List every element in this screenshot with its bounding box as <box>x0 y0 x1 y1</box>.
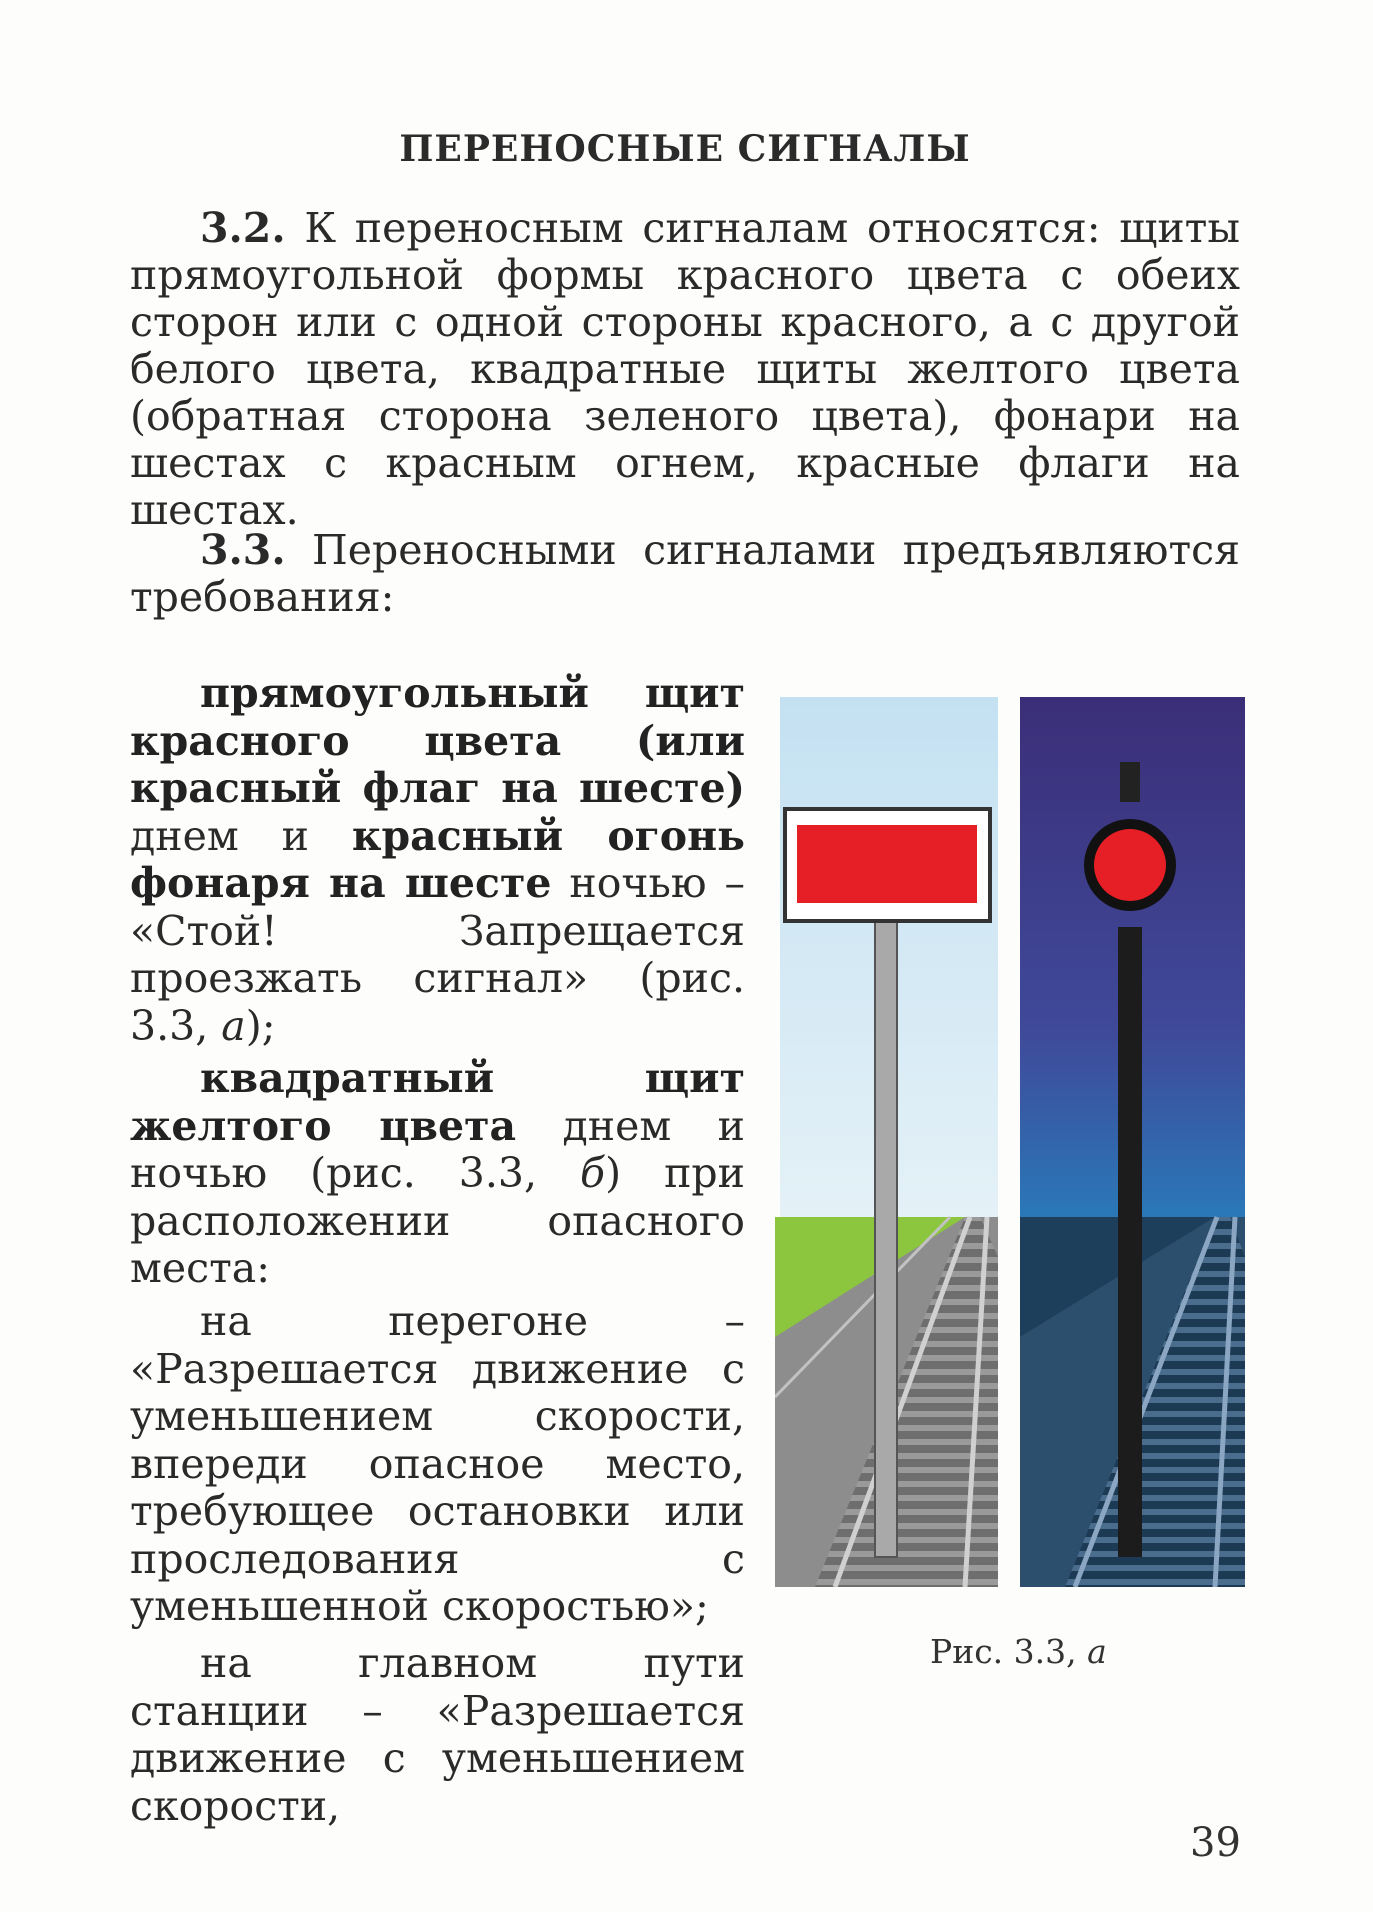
text-run: ); <box>245 1001 276 1050</box>
requirement-main-track: на главном пути станции – «Разрешается движение с уменьшением скорости, <box>130 1639 745 1830</box>
bold-term: квадратный щит желтого цвета <box>130 1054 745 1150</box>
requirement-on-haul: на перегоне – «Разрешается движение с уменьшением скорости, впереди опасное место, требующее остановки или проследования с уменьшенной скоростью»; <box>130 1297 745 1630</box>
figure-caption <box>930 1632 1107 1671</box>
section-title: ПЕРЕНОСНЫЕ СИГНАЛЫ <box>399 128 971 170</box>
paragraph-text: Переносными сигналами предъявляются требования: <box>130 526 1240 621</box>
figure-letter: а <box>221 1001 246 1050</box>
night-signal-panel <box>1020 697 1245 1587</box>
paragraph-number: 3.2. <box>200 204 286 252</box>
paragraph-3-2 <box>130 205 1240 534</box>
text-run: днем и <box>130 811 352 860</box>
requirement-yellow-shield <box>130 1055 745 1293</box>
caption-prefix: Рис. 3.3, <box>930 1632 1088 1671</box>
caption-letter: а <box>1087 1632 1107 1671</box>
bold-term: прямоугольный щит красного цвета (или красный флаг на шесте) <box>130 669 745 812</box>
figure-letter: б <box>580 1149 606 1197</box>
paragraph-text: К переносным сигналам относятся: щиты прямоугольной формы красного цвета с обеих сторон или с одной стороны красного, а с другой белого цвета, квадратные щиты желтого цвета (обратная сторона зеленого цвета), фонари на шестах с красным огнем, красные флаги на шестах. <box>130 204 1240 534</box>
bold-term: красный огонь фонаря на шесте <box>130 811 745 907</box>
paragraph-number: 3.3. <box>200 526 286 574</box>
text-run: днем и ночью (рис. 3.3, <box>130 1101 745 1197</box>
day-signal-panel <box>775 697 998 1587</box>
figure-3-3a <box>775 697 1245 1587</box>
paragraph-3-3 <box>130 527 1240 621</box>
text-run: ) при расположении опасного места: <box>130 1149 745 1292</box>
text-run: ночью – «Стой! Запрещается проезжать сигнал» (рис. 3.3, <box>130 859 745 1050</box>
page-number: 39 <box>1190 1820 1241 1866</box>
requirement-red-shield <box>130 670 745 1050</box>
